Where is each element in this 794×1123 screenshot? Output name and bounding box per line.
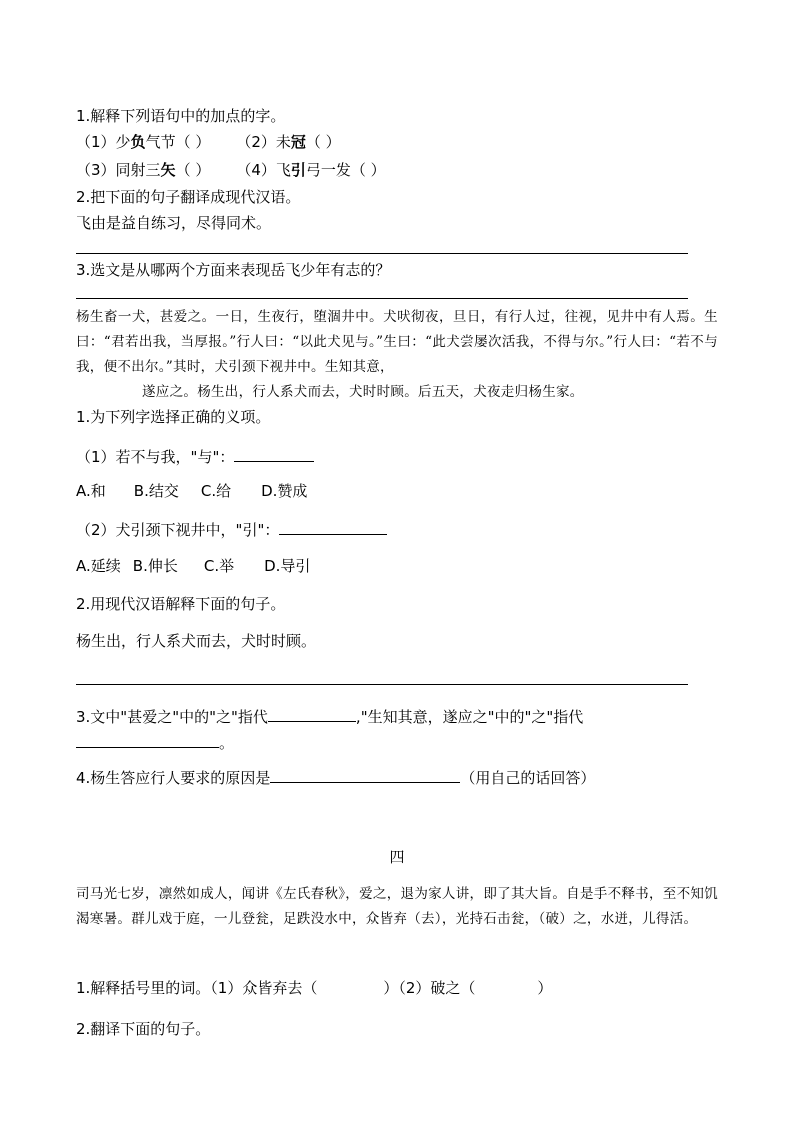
question-1a-options xyxy=(76,481,307,501)
question-1-items-row-1 xyxy=(76,132,341,152)
question-1a: （1）若不与我，"与"： xyxy=(76,446,314,467)
question-2: 2.把下面的句子翻译成现代汉语。 xyxy=(76,188,301,206)
option: D.赞成 xyxy=(261,482,308,500)
answer-blank[interactable] xyxy=(76,732,219,748)
question-2-sentence: 飞由是益自练习，尽得同术。 xyxy=(76,214,272,232)
question-1-items-row-2 xyxy=(76,160,386,180)
passage-sima-guang: 司马光七岁，凛然如成人，闻讲《左氏春秋》，爱之，退为家人讲，即了其大旨。自是手不释书，至不知饥渴寒暑。群儿戏于庭，一儿登瓮，足跌没水中，众皆弃（去），光持石击瓮，（破）之，水迸，儿得活。 xyxy=(76,886,718,927)
item-3: （3）同射三矢（ ） xyxy=(76,161,211,179)
option: C.举 xyxy=(203,557,235,575)
answer-blank[interactable] xyxy=(279,519,387,535)
passage-yang-sheng-last-line: 遂应之。杨生出，行人系犬而去，犬时时顾。后五天，犬夜走归杨生家。 xyxy=(142,384,584,400)
answer-blank[interactable] xyxy=(234,446,314,462)
answer-line[interactable] xyxy=(76,684,688,685)
answer-line[interactable] xyxy=(76,298,688,299)
passage-yang-sheng: 杨生畜一犬，甚爱之。一日，生夜行，堕涸井中。犬吠彻夜，旦日，有行人过，往视，见井中有人焉。生曰：“君若出我，当厚报。”行人曰：“以此犬见与。”生曰：“此犬尝屡次活我，不得与尔。”行人曰：“若不与我，便不出尔。”其时，犬引颈下视井中。生知其意， xyxy=(76,309,718,375)
question-2: 2.翻译下面的句子。 xyxy=(76,1020,211,1038)
question-1b: （2）犬引颈下视井中，"引"： xyxy=(76,519,387,540)
option: D.导引 xyxy=(264,557,311,575)
question-1: 1.为下列字选择正确的义项。 xyxy=(76,408,271,426)
question-1b-options xyxy=(76,556,310,576)
answer-blank[interactable] xyxy=(268,706,356,722)
answer-blank[interactable] xyxy=(270,767,460,783)
item-1: （1）少负气节（ ） xyxy=(76,133,211,151)
question-1: 1.解释括号里的词。（1）众皆弃去（ ）（2）破之（ ） xyxy=(76,979,553,997)
option: B.结交 xyxy=(133,482,179,500)
answer-line[interactable] xyxy=(76,253,688,254)
question-4: 4.杨生答应行人要求的原因是 （用自己的话回答） xyxy=(76,769,596,787)
question-3: 3.文中"甚爱之"中的"之"指代 ,"生知其意，遂应之"中的"之"指代 xyxy=(76,708,584,726)
option: B.伸长 xyxy=(132,557,178,575)
option: A.和 xyxy=(76,482,106,500)
question-3-cont: 。 xyxy=(76,732,234,753)
question-1: 1.解释下列语句中的加点的字。 xyxy=(76,107,286,125)
item-4: （4）飞引弓一发（ ） xyxy=(236,161,386,179)
item-2: （2）未冠（ ） xyxy=(236,133,341,151)
question-2: 2.用现代汉语解释下面的句子。 xyxy=(76,595,286,613)
option: A.延续 xyxy=(76,557,121,575)
option: C.给 xyxy=(200,482,232,500)
question-2-sentence: 杨生出，行人系犬而去，犬时时顾。 xyxy=(76,632,317,650)
section-heading: 四 xyxy=(389,848,405,866)
question-3: 3.选文是从哪两个方面来表现岳飞少年有志的？ xyxy=(76,261,391,279)
